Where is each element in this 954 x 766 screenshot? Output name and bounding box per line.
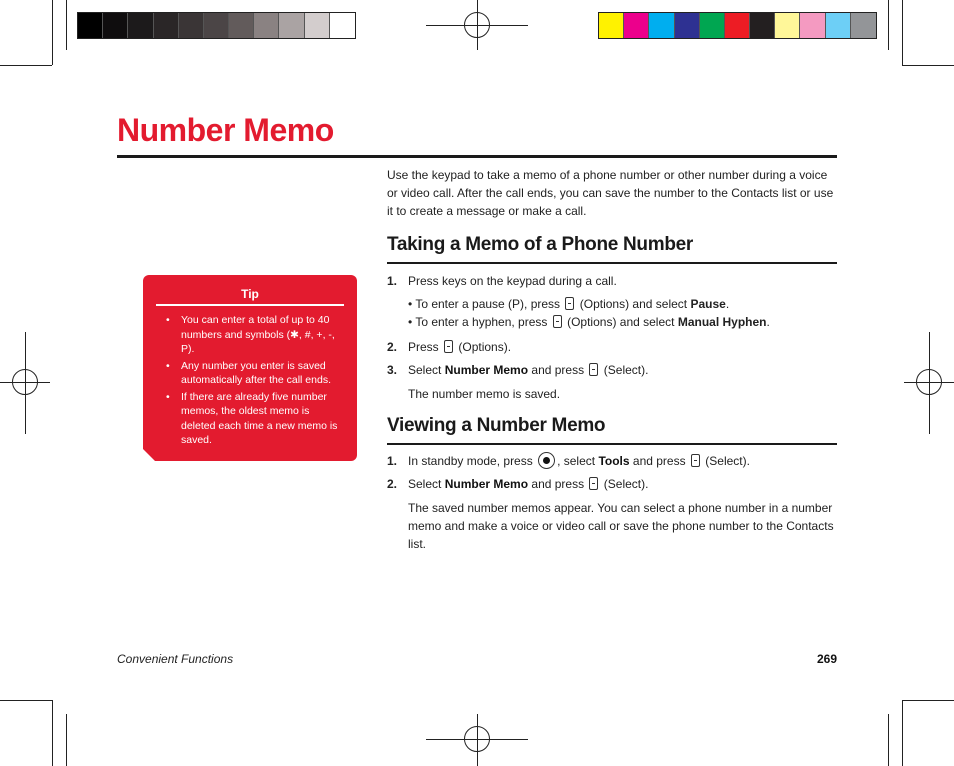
step-text-part: Press: [408, 340, 439, 354]
bullet-text: (Options) and select: [567, 315, 675, 329]
tip-item: • You can enter a total of up to 40 numbers and symbols (✱, #, +, -, P).: [163, 313, 341, 357]
bullet-hyphen: [408, 313, 838, 331]
tip-box: [143, 275, 357, 461]
step-text-part: Select: [408, 363, 442, 377]
step-text-part: and press: [632, 454, 686, 468]
menu-option-label: Pause: [690, 297, 726, 311]
step-text: [408, 338, 838, 356]
step-result-note: The number memo is saved.: [408, 387, 561, 401]
section-rule: [387, 262, 837, 264]
step-text-part: and press: [531, 363, 585, 377]
gray-swatch: [154, 13, 179, 38]
color-swatch: [800, 13, 825, 38]
right-softkey-icon: [691, 454, 700, 467]
gray-swatch: [128, 13, 153, 38]
step-text: [408, 475, 838, 493]
grayscale-color-bar: [77, 12, 356, 39]
page-title: Number Memo: [117, 112, 334, 148]
tip-rule: [156, 304, 344, 306]
tip-item: • If there are already five number memos, the oldest memo is deleted each time a new memo is saved.: [163, 390, 341, 448]
step-text-part: (Select).: [603, 477, 649, 491]
color-swatch: [675, 13, 700, 38]
bullet-pause: [408, 295, 838, 313]
left-softkey-icon: [553, 315, 562, 328]
step-result-note: The saved number memos appear. You can select a phone number in a number memo and make a voice or video call or save the phone number to the Contacts list.: [408, 501, 834, 551]
step-text-part: , select: [557, 454, 596, 468]
punctuation: .: [725, 297, 730, 311]
step-number: 2.: [387, 340, 398, 354]
step-text-part: (Select).: [603, 363, 649, 377]
page-number: 269: [816, 652, 837, 666]
step-number: 2.: [387, 477, 398, 491]
section-heading-taking-memo: Taking a Memo of a Phone Number: [387, 234, 694, 255]
gray-swatch: [305, 13, 330, 38]
step-text: [408, 361, 838, 379]
section-rule: [387, 443, 837, 445]
footer-section-name: Convenient Functions: [117, 652, 234, 666]
gray-swatch: [78, 13, 103, 38]
step-number: 3.: [387, 363, 398, 377]
color-swatch: [649, 13, 674, 38]
gray-swatch: [179, 13, 204, 38]
color-swatch: [851, 13, 876, 38]
gray-swatch: [254, 13, 279, 38]
gray-swatch: [229, 13, 254, 38]
step-number: 1.: [387, 454, 398, 468]
color-swatch: [775, 13, 800, 38]
right-softkey-icon: [589, 477, 598, 490]
step-text: Press keys on the keypad during a call.: [408, 274, 617, 288]
step-text-part: and press: [531, 477, 585, 491]
color-swatch: [826, 13, 851, 38]
gray-swatch: [103, 13, 128, 38]
process-color-bar: [598, 12, 877, 39]
step-text-part: (Select).: [705, 454, 750, 468]
menu-option-label: Number Memo: [444, 363, 529, 377]
color-swatch: [700, 13, 725, 38]
menu-option-label: Tools: [598, 454, 630, 468]
section-heading-viewing-memo: Viewing a Number Memo: [387, 415, 606, 436]
step-text-part: In standby mode, press: [408, 454, 533, 468]
center-select-key-icon: [538, 452, 555, 469]
color-swatch: [750, 13, 775, 38]
tip-item: • Any number you enter is saved automatically after the call ends.: [163, 359, 341, 388]
color-swatch: [599, 13, 624, 38]
title-rule: [117, 155, 837, 158]
right-softkey-icon: [589, 363, 598, 376]
gray-swatch: [330, 13, 355, 38]
color-swatch: [725, 13, 750, 38]
left-softkey-icon: [565, 297, 574, 310]
gray-swatch: [279, 13, 304, 38]
bullet-text: (Options) and select: [579, 297, 688, 311]
bullet-text: • To enter a hyphen, press: [408, 315, 548, 329]
step-text-part: (Options).: [458, 340, 512, 354]
step-text-part: Select: [408, 477, 442, 491]
punctuation: .: [766, 315, 770, 329]
tip-title: Tip: [241, 287, 259, 301]
step-number: 1.: [387, 274, 398, 288]
menu-option-label: Manual Hyphen: [677, 315, 767, 329]
left-softkey-icon: [444, 340, 453, 353]
gray-swatch: [204, 13, 229, 38]
intro-paragraph: Use the keypad to take a memo of a phone number or other number during a voice or video call. After the call ends, you can save the number to the Contacts list or use it to create a message or make a call.: [387, 168, 834, 218]
color-swatch: [624, 13, 649, 38]
step-text: [408, 452, 838, 470]
bullet-text: • To enter a pause (P), press: [408, 297, 561, 311]
tip-list: [163, 313, 341, 450]
menu-option-label: Number Memo: [444, 477, 529, 491]
